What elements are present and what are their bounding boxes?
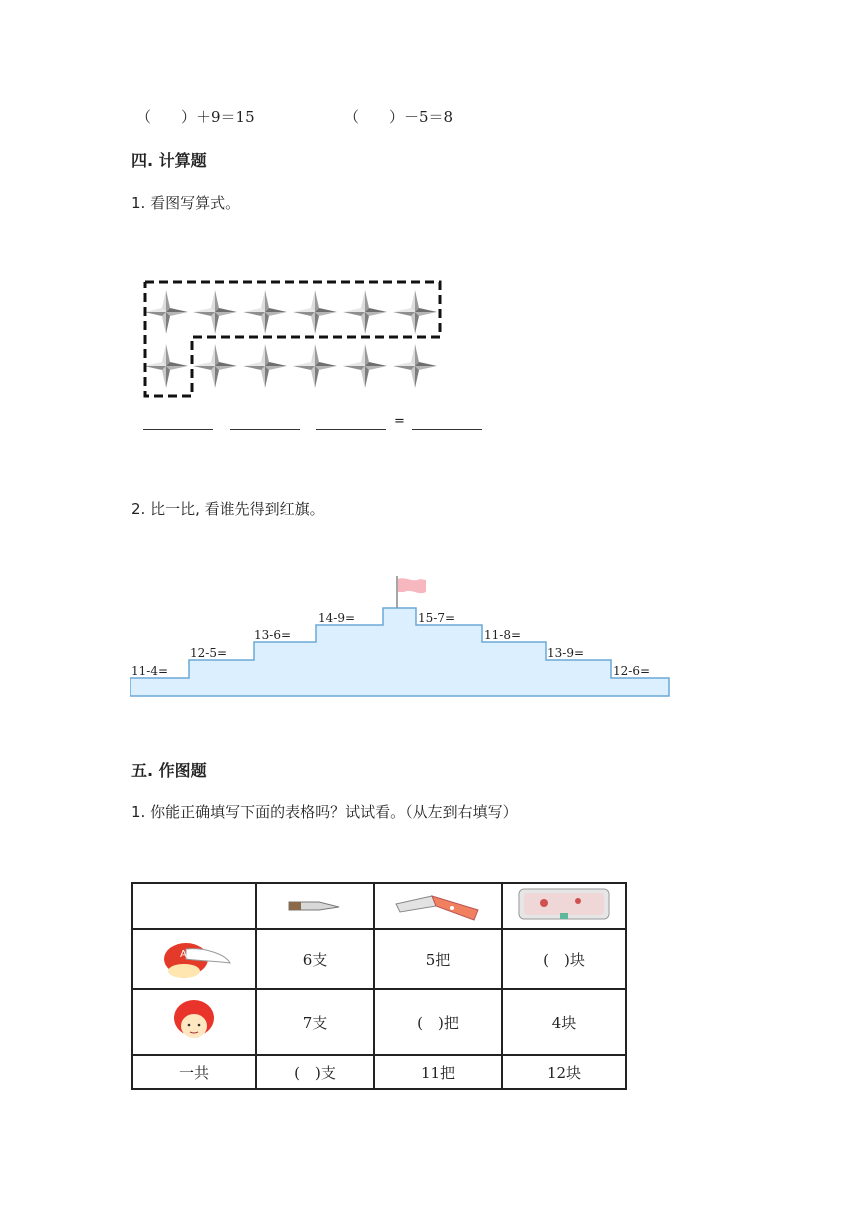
total-label: 一共 [132, 1055, 256, 1089]
table-row [132, 929, 626, 989]
pen-header-cell [256, 883, 374, 929]
star-icon [293, 344, 337, 388]
question-5-1: 1. 你能正确填写下面的表格吗？试试看。（从左到右填写） [131, 803, 518, 821]
star-icon [393, 290, 437, 334]
section-5-title: 五. 作图题 [131, 761, 207, 780]
table-total-row [132, 1055, 626, 1089]
red-flag-icon [398, 578, 426, 593]
sharpener-header-cell [374, 883, 502, 929]
table-cell[interactable]: ( )块 [502, 929, 626, 989]
table-corner-cell [132, 883, 256, 929]
table-header-row [132, 883, 626, 929]
star-icon [144, 290, 188, 334]
boy-with-cap-icon [156, 935, 232, 979]
pencil-box-header-cell [502, 883, 626, 929]
table-cell: 7支 [256, 989, 374, 1055]
star-icon [243, 290, 287, 334]
step-label-3: 13-6= [254, 628, 292, 642]
pen-icon [285, 894, 345, 914]
equation-2: （ ）－5＝8 [344, 108, 454, 126]
pencil-sharpener-icon [392, 886, 484, 922]
star-icon [193, 290, 237, 334]
step-label-8: 12-6= [613, 664, 651, 678]
equals-sign: = [394, 414, 405, 429]
answer-blank-1[interactable] [143, 429, 213, 430]
table-cell[interactable]: ( )把 [374, 989, 502, 1055]
table-cell: 12块 [502, 1055, 626, 1089]
star-icon [243, 344, 287, 388]
dashed-outline [145, 282, 440, 396]
star-icon [144, 344, 188, 388]
table-cell: 5把 [374, 929, 502, 989]
star-icon [193, 344, 237, 388]
pencil-box-icon [516, 885, 612, 923]
table-cell[interactable]: ( )支 [256, 1055, 374, 1089]
step-label-4: 14-9= [318, 611, 356, 625]
star-icon [293, 290, 337, 334]
step-label-1: 11-4= [131, 664, 169, 678]
star-icon [343, 344, 387, 388]
table-cell: 6支 [256, 929, 374, 989]
star-icon [393, 344, 437, 388]
table-row [132, 989, 626, 1055]
equation-1: （ ）＋9＝15 [136, 108, 255, 126]
stars-figure [138, 276, 448, 402]
girl-cell [132, 989, 256, 1055]
answer-blank-2[interactable] [230, 429, 300, 430]
items-table [131, 882, 627, 1090]
question-4-1: 1. 看图写算式。 [131, 194, 241, 212]
step-label-7: 13-9= [547, 646, 585, 660]
girl-icon [166, 992, 222, 1048]
section-4-title: 四. 计算题 [131, 151, 207, 170]
staircase-figure [130, 574, 671, 698]
question-4-2: 2. 比一比, 看谁先得到红旗。 [131, 500, 325, 518]
answer-blank-4[interactable] [412, 429, 482, 430]
step-label-6: 11-8= [484, 628, 522, 642]
step-label-2: 12-5= [190, 646, 228, 660]
answer-blank-3[interactable] [316, 429, 386, 430]
star-icon [343, 290, 387, 334]
boy-cell [132, 929, 256, 989]
svg-text:A: A [180, 949, 187, 960]
table-cell: 11把 [374, 1055, 502, 1089]
step-label-5: 15-7= [418, 611, 456, 625]
table-cell: 4块 [502, 989, 626, 1055]
